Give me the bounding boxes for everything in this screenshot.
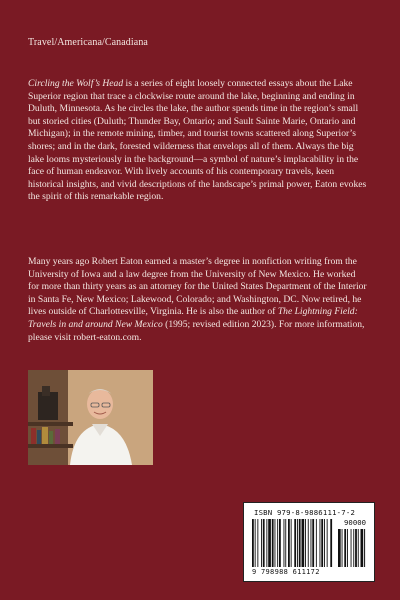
barcode-bar: [311, 519, 312, 567]
barcode-bar: [284, 519, 285, 567]
addon-barcode-bar: [353, 529, 354, 567]
addon-barcode-bar: [347, 529, 348, 567]
addon-barcode-bar: [351, 529, 352, 567]
price-code: 90000: [344, 518, 366, 527]
author-bio: [28, 256, 368, 344]
addon-barcode-bar: [361, 529, 364, 567]
barcode-bar: [320, 519, 321, 567]
barcode-bar: [327, 519, 328, 567]
barcode-bar: [305, 519, 306, 567]
barcode-bar: [277, 519, 278, 567]
book-description: [28, 78, 368, 204]
barcode-bar: [308, 519, 309, 567]
barcode-panel: [243, 502, 375, 582]
book-title: Circling the Wolf’s Head: [28, 78, 124, 89]
barcode-bar: [324, 519, 325, 567]
category-label: Travel/Americana/Canadiana: [28, 37, 148, 48]
barcode-bar: [294, 519, 296, 567]
barcode-bar: [316, 519, 317, 567]
barcode-bar: [297, 519, 298, 567]
addon-barcode-bar: [344, 529, 346, 567]
barcode-bar: [255, 519, 256, 567]
barcode-bar: [285, 519, 286, 567]
barcode-bar: [252, 519, 254, 567]
barcode-bar: [266, 519, 267, 567]
barcode-digits: 9 798988 611172: [252, 568, 320, 576]
barcode: [252, 519, 366, 567]
barcode-bar: [263, 519, 265, 567]
barcode-bar: [299, 519, 301, 567]
addon-barcode-bar: [342, 529, 343, 567]
bio-text-before: Many years ago Robert Eaton earned a master’s degree in nonfiction writing from the University of Iowa and a law degree from the University of New Mexico. He worked for more than thirty years as an attorney for the United States Department of the Interior in Santa Fe, New Mexico; Lakewood, Colorado; and Washington, DC. Now retired, he lives outside of Charlottesville, Virginia. He is also the author of: [28, 256, 367, 318]
addon-barcode-bar: [358, 529, 359, 567]
addon-barcode-bar: [364, 529, 365, 567]
barcode-bar: [312, 519, 314, 567]
barcode-bar: [261, 519, 262, 567]
author-photo: [28, 370, 153, 465]
isbn-label: ISBN 979-8-9886111-7-2: [254, 508, 356, 517]
barcode-bar: [302, 519, 305, 567]
barcode-bar: [279, 519, 281, 567]
barcode-bar: [272, 519, 274, 567]
bio-other-book-title: The Lightning Field: Travels in and around New Mexico: [28, 306, 358, 330]
barcode-bar: [257, 519, 258, 567]
barcode-bar: [275, 519, 276, 567]
description-text: is a series of eight loosely connected essays about the Lake Superior region that trace a clockwise route around the lake, beginning and ending in Duluth, Minnesota. As he circles the lake, the author spends time in the region’s small but storied cities (Duluth; Thunder Bay, Ontario; and Sault Sainte Marie, Ontario and Michigan); in the remote mining, timber, and tourist towns scattered along Superior’s shores; and in the dark, forested wilderness that envelops all of them. Always the big lake looms mysteriously in the background—a symbol of nature’s implacability in the face of human endeavor. With lively accounts of his contemporary travels, keen historical insights, and vivid descriptions of the landscape’s primal power, Eaton evokes the spirit of this remarkable region.: [28, 78, 367, 203]
barcode-bar: [330, 519, 332, 567]
bio-text-after: (1995; revised edition 2023). For more information, please visit robert-eaton.com.: [28, 318, 365, 343]
addon-barcode-bar: [355, 529, 357, 567]
addon-barcode-bar: [338, 529, 341, 567]
barcode-bar: [268, 519, 271, 567]
barcode-bar: [291, 519, 292, 567]
barcode-bar: [288, 519, 290, 567]
barcode-bar: [321, 519, 323, 567]
